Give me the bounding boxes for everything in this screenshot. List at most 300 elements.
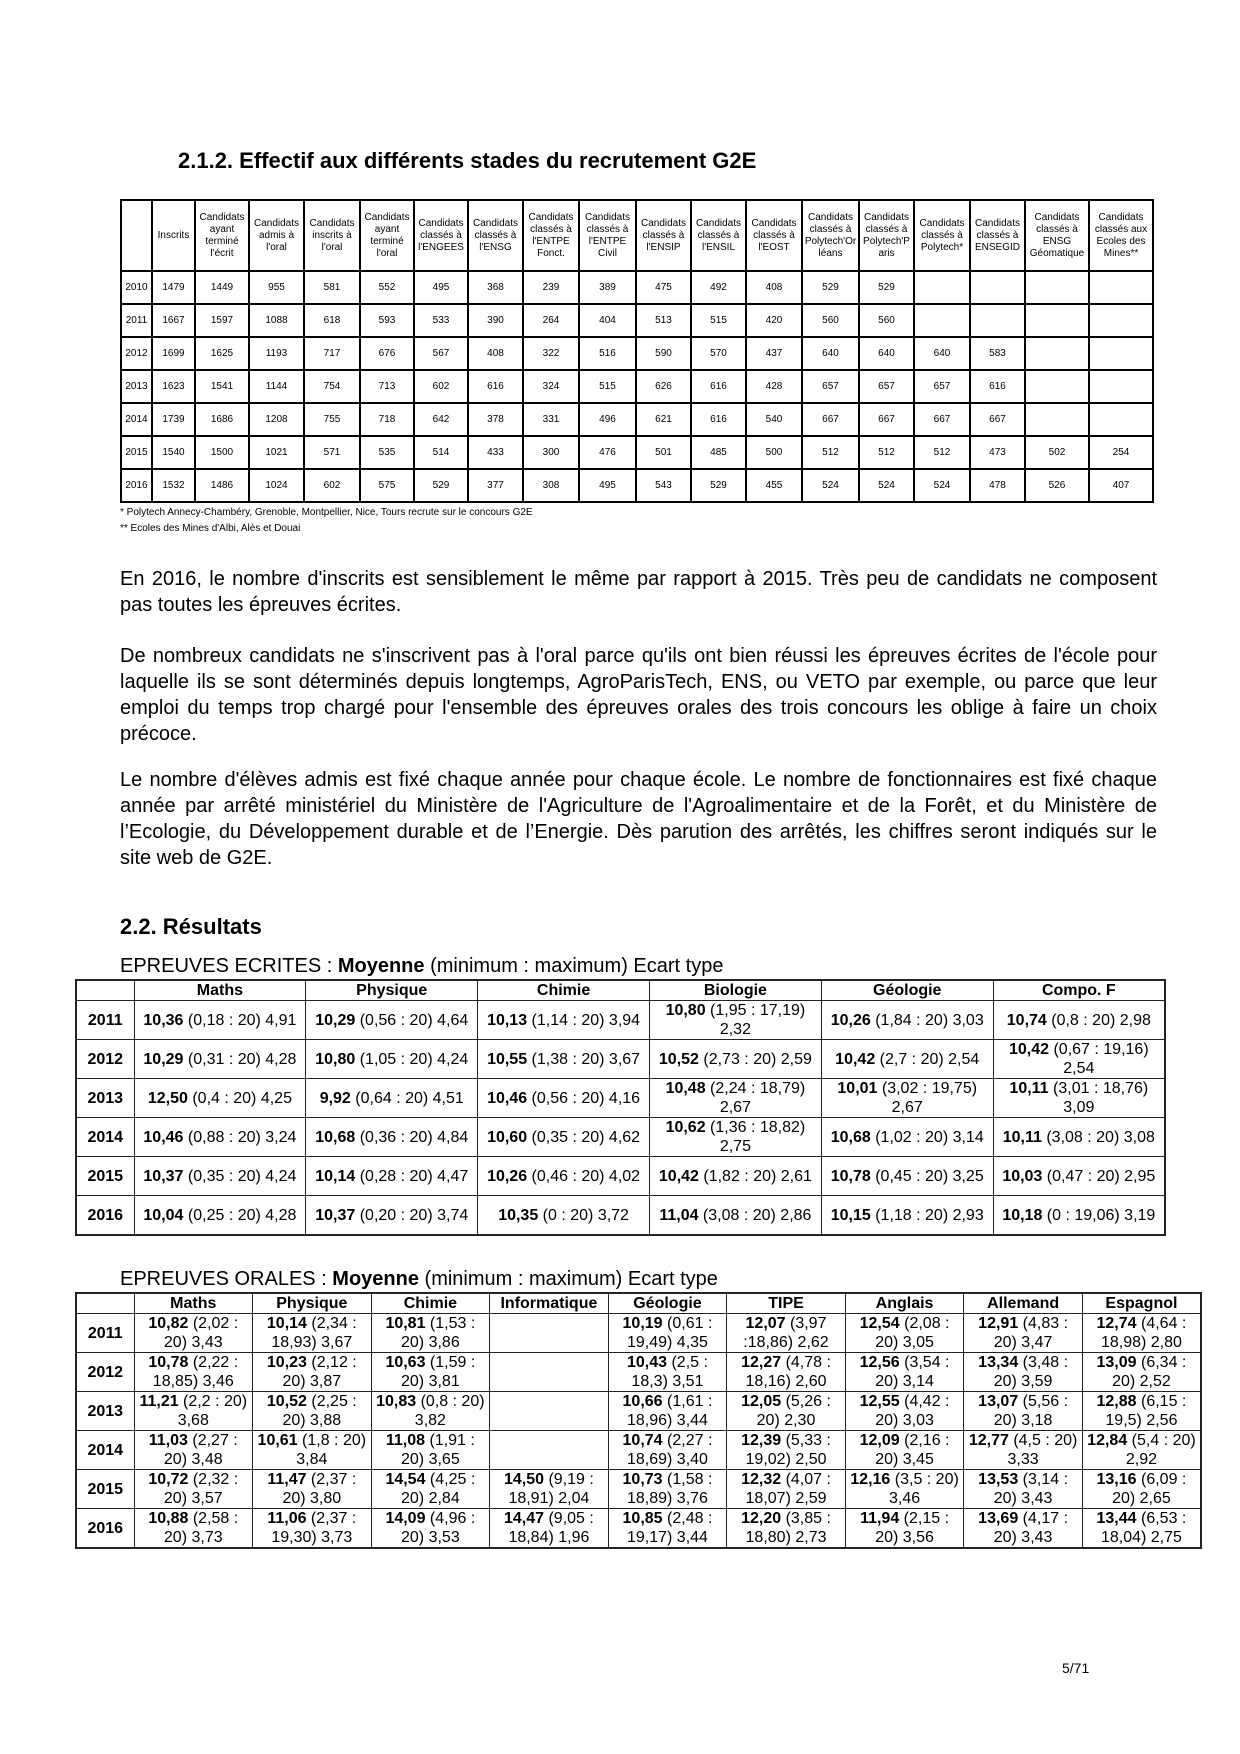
value-cell <box>1025 304 1089 337</box>
result-cell <box>727 1470 846 1509</box>
value-cell: 571 <box>304 436 360 469</box>
range-stddev: (0,31 : 20) 4,28 <box>183 1050 297 1068</box>
range-stddev: (2,37 : 20) 3,80 <box>282 1471 357 1507</box>
column-header: Candidats ayant terminé l'écrit <box>195 200 249 271</box>
result-cell <box>649 1040 821 1079</box>
range-stddev: (0,61 : 19,49) 4,35 <box>626 1315 713 1351</box>
footnote-polytech: * Polytech Annecy-Chambéry, Grenoble, Montpellier, Nice, Tours recrute sur le concours G2E <box>120 507 533 518</box>
range-stddev: (1,61 : 18,96) 3,44 <box>626 1393 713 1429</box>
mean-value: 10,03 <box>1002 1167 1043 1185</box>
year-cell: 2012 <box>76 1040 134 1079</box>
value-cell: 264 <box>523 304 579 337</box>
range-stddev: (2,48 : 19,17) 3,44 <box>626 1510 713 1546</box>
range-stddev: (4,25 : 20) 2,84 <box>401 1471 476 1507</box>
result-cell <box>478 1040 650 1079</box>
column-header: Anglais <box>845 1293 964 1314</box>
range-stddev: (4,83 : 20) 3,47 <box>993 1315 1069 1351</box>
result-cell <box>253 1431 372 1470</box>
result-cell <box>727 1509 846 1549</box>
table-row <box>121 337 1153 370</box>
result-cell <box>253 1314 372 1353</box>
range-stddev: (2,7 : 20) 2,54 <box>875 1050 980 1068</box>
year-cell: 2013 <box>76 1079 134 1118</box>
value-cell: 1540 <box>152 436 195 469</box>
value-cell <box>1025 403 1089 436</box>
recrutement-table <box>120 199 1154 503</box>
value-cell: 1532 <box>152 469 195 502</box>
value-cell: 1208 <box>249 403 304 436</box>
result-cell <box>993 1157 1165 1196</box>
range-stddev: (0,18 : 20) 4,91 <box>183 1011 297 1029</box>
range-stddev: (4,5 : 20) 3,33 <box>1007 1432 1078 1468</box>
value-cell: 955 <box>249 271 304 304</box>
mean-value: 13,53 <box>978 1471 1019 1488</box>
range-stddev: (1,8 : 20) 3,84 <box>296 1432 367 1468</box>
result-cell <box>253 1353 372 1392</box>
table-header-row <box>121 200 1153 271</box>
column-header: Candidats ayant terminé l'oral <box>360 200 414 271</box>
value-cell: 543 <box>636 469 691 502</box>
value-cell: 485 <box>691 436 746 469</box>
result-cell <box>371 1314 490 1353</box>
result-cell <box>608 1509 727 1549</box>
column-header <box>76 980 134 1001</box>
mean-value: 12,32 <box>741 1471 782 1488</box>
range-stddev: (3,5 : 20) 3,46 <box>888 1471 959 1507</box>
range-stddev: (1,05 : 20) 4,24 <box>355 1050 469 1068</box>
value-cell: 1449 <box>195 271 249 304</box>
value-cell <box>1089 403 1153 436</box>
column-header: Candidats inscrits à l'oral <box>304 200 360 271</box>
mean-value: 13,34 <box>978 1354 1019 1371</box>
result-cell <box>134 1196 306 1236</box>
range-stddev: (2,12 : 20) 3,87 <box>282 1354 357 1390</box>
mean-value: 14,50 <box>503 1471 545 1488</box>
range-stddev: (1,59 : 20) 3,81 <box>401 1354 476 1390</box>
value-cell: 590 <box>636 337 691 370</box>
column-header: Biologie <box>649 980 821 1001</box>
value-cell: 602 <box>414 370 468 403</box>
value-cell: 640 <box>802 337 859 370</box>
mean-value: 12,09 <box>859 1432 900 1449</box>
column-header: Candidats classés à l'ENSG <box>468 200 523 271</box>
value-cell: 560 <box>802 304 859 337</box>
result-cell <box>478 1196 650 1236</box>
mean-value: 10,46 <box>487 1089 528 1107</box>
result-cell <box>821 1079 993 1118</box>
year-cell: 2014 <box>76 1431 134 1470</box>
column-header: Géologie <box>608 1293 727 1314</box>
mean-value: 10,74 <box>622 1432 663 1449</box>
value-cell: 492 <box>691 271 746 304</box>
range-stddev: (6,09 : 20) 2,65 <box>1112 1471 1187 1507</box>
mean-value: 10,82 <box>148 1315 189 1332</box>
mean-value: 10,04 <box>143 1206 184 1224</box>
result-cell <box>490 1353 609 1392</box>
result-cell <box>993 1001 1165 1040</box>
value-cell: 1500 <box>195 436 249 469</box>
mean-value: 10,52 <box>266 1393 307 1410</box>
range-stddev: (2,5 : 18,3) 3,51 <box>631 1354 708 1390</box>
value-cell: 529 <box>414 469 468 502</box>
year-cell: 2015 <box>121 436 152 469</box>
mean-value: 12,07 <box>745 1315 786 1332</box>
result-cell <box>1082 1314 1201 1353</box>
mean-value: 10,18 <box>1002 1206 1043 1224</box>
mean-value: 10,78 <box>830 1167 871 1185</box>
mean-value: 10,52 <box>658 1050 699 1068</box>
table-row <box>76 1001 1165 1040</box>
value-cell: 516 <box>579 337 636 370</box>
result-cell <box>1082 1392 1201 1431</box>
mean-value: 13,69 <box>978 1510 1019 1527</box>
value-cell: 524 <box>802 469 859 502</box>
mean-value: 10,55 <box>487 1050 528 1068</box>
result-cell <box>490 1314 609 1353</box>
range-stddev: (3,02 : 19,75) 2,67 <box>877 1080 978 1116</box>
column-header: Géologie <box>821 980 993 1001</box>
footnote-mines: ** Ecoles des Mines d'Albi, Alès et Douai <box>120 523 301 534</box>
column-header: Candidats classés à ENSG Géomatique <box>1025 200 1089 271</box>
value-cell: 616 <box>691 370 746 403</box>
value-cell: 496 <box>579 403 636 436</box>
value-cell: 420 <box>746 304 802 337</box>
value-cell: 1024 <box>249 469 304 502</box>
result-cell <box>821 1001 993 1040</box>
mean-value: 12,16 <box>850 1471 891 1488</box>
value-cell: 495 <box>414 271 468 304</box>
ecrites-caption <box>120 955 723 978</box>
result-cell <box>490 1509 609 1549</box>
mean-value: 10,60 <box>487 1128 528 1146</box>
value-cell: 515 <box>579 370 636 403</box>
result-cell <box>964 1509 1083 1549</box>
value-cell <box>1089 337 1153 370</box>
value-cell: 368 <box>468 271 523 304</box>
result-cell <box>964 1431 1083 1470</box>
column-header <box>121 200 152 271</box>
year-cell: 2013 <box>121 370 152 403</box>
mean-value: 10,01 <box>837 1080 878 1097</box>
result-cell <box>478 1079 650 1118</box>
range-stddev: (0,4 : 20) 4,25 <box>187 1089 292 1107</box>
range-stddev: (2,37 : 19,30) 3,73 <box>271 1510 357 1546</box>
range-stddev: (2,27 : 20) 3,48 <box>163 1432 238 1468</box>
range-stddev: (2,34 : 18,93) 3,67 <box>271 1315 357 1351</box>
result-cell <box>134 1157 306 1196</box>
year-cell: 2016 <box>76 1509 134 1549</box>
range-stddev: (1,95 : 17,19) 2,32 <box>705 1002 806 1038</box>
mean-value: 12,20 <box>741 1510 782 1527</box>
result-cell <box>845 1509 964 1549</box>
mean-value: 10,37 <box>315 1206 356 1224</box>
value-cell: 512 <box>914 436 970 469</box>
result-cell <box>134 1431 253 1470</box>
value-cell: 512 <box>859 436 914 469</box>
value-cell: 667 <box>802 403 859 436</box>
column-header: Chimie <box>478 980 650 1001</box>
range-stddev: (4,42 : 20) 3,03 <box>875 1393 950 1429</box>
mean-value: 10,74 <box>1006 1011 1047 1029</box>
range-stddev: (0,56 : 20) 4,64 <box>355 1011 469 1029</box>
column-header: Candidats classés à l'EOST <box>746 200 802 271</box>
value-cell: 254 <box>1089 436 1153 469</box>
table-row <box>76 1079 1165 1118</box>
column-header: Candidats classés à l'ENGEES <box>414 200 468 271</box>
mean-value: 14,54 <box>385 1471 426 1488</box>
result-cell <box>134 1079 306 1118</box>
result-cell <box>134 1314 253 1353</box>
value-cell: 475 <box>636 271 691 304</box>
column-header: Chimie <box>371 1293 490 1314</box>
mean-value: 11,06 <box>267 1510 307 1527</box>
value-cell: 1739 <box>152 403 195 436</box>
range-stddev: (1,38 : 20) 3,67 <box>527 1050 641 1068</box>
result-cell <box>964 1392 1083 1431</box>
year-cell: 2015 <box>76 1470 134 1509</box>
range-stddev: (1,36 : 18,82) 2,75 <box>705 1119 806 1155</box>
range-stddev: (0,56 : 20) 4,16 <box>527 1089 641 1107</box>
mean-value: 10,68 <box>830 1128 871 1146</box>
column-header: Maths <box>134 1293 253 1314</box>
mean-value: 12,54 <box>859 1315 900 1332</box>
result-cell <box>821 1118 993 1157</box>
result-cell <box>727 1392 846 1431</box>
range-stddev: (0,8 : 20) 3,82 <box>414 1393 485 1429</box>
value-cell: 676 <box>360 337 414 370</box>
result-cell <box>1082 1353 1201 1392</box>
value-cell: 581 <box>304 271 360 304</box>
table-row <box>76 1470 1201 1509</box>
mean-value: 11,21 <box>139 1393 179 1410</box>
value-cell: 239 <box>523 271 579 304</box>
value-cell <box>1089 271 1153 304</box>
result-cell <box>649 1196 821 1236</box>
result-cell <box>608 1470 727 1509</box>
value-cell: 514 <box>414 436 468 469</box>
table-row <box>76 1431 1201 1470</box>
value-cell: 476 <box>579 436 636 469</box>
value-cell: 1699 <box>152 337 195 370</box>
value-cell: 390 <box>468 304 523 337</box>
value-cell: 529 <box>802 271 859 304</box>
range-stddev: (3,48 : 20) 3,59 <box>993 1354 1069 1390</box>
mean-value: 10,11 <box>1002 1128 1042 1146</box>
value-cell: 1193 <box>249 337 304 370</box>
value-cell: 570 <box>691 337 746 370</box>
mean-value: 12,77 <box>968 1432 1009 1449</box>
range-stddev: (0 : 20) 3,72 <box>538 1206 629 1224</box>
result-cell <box>478 1001 650 1040</box>
year-cell: 2011 <box>121 304 152 337</box>
value-cell: 495 <box>579 469 636 502</box>
epreuves-orales-table <box>75 1292 1202 1549</box>
range-stddev: (5,33 : 19,02) 2,50 <box>745 1432 831 1468</box>
result-cell <box>134 1509 253 1549</box>
value-cell: 331 <box>523 403 579 436</box>
value-cell: 616 <box>970 370 1025 403</box>
range-stddev: (0,8 : 20) 2,98 <box>1046 1011 1151 1029</box>
result-cell <box>964 1353 1083 1392</box>
value-cell: 524 <box>914 469 970 502</box>
mean-value: 12,05 <box>741 1393 782 1410</box>
year-cell: 2010 <box>121 271 152 304</box>
value-cell: 640 <box>859 337 914 370</box>
mean-value: 10,46 <box>143 1128 184 1146</box>
range-stddev: (2,25 : 20) 3,88 <box>282 1393 357 1429</box>
range-stddev: (1,18 : 20) 2,93 <box>870 1206 984 1224</box>
range-stddev: (3,54 : 20) 3,14 <box>875 1354 950 1390</box>
value-cell: 478 <box>970 469 1025 502</box>
value-cell: 500 <box>746 436 802 469</box>
result-cell <box>134 1353 253 1392</box>
range-stddev: (4,17 : 20) 3,43 <box>993 1510 1069 1546</box>
result-cell <box>821 1040 993 1079</box>
paragraph-admis: Le nombre d'élèves admis est fixé chaque année pour chaque école. Le nombre de fonctionnaires est fixé chaque année par arrêté ministériel du Ministère de l'Agriculture de l'Agroalimentaire et de la Forêt, et du Ministère de l’Ecologie, du Développement durable et de l’Energie. Dès parution des arrêtés, les chiffres seront indiqués sur le site web de G2E. <box>120 769 1157 869</box>
mean-value: 10,13 <box>487 1011 528 1029</box>
result-cell <box>727 1314 846 1353</box>
range-stddev: (1,02 : 20) 3,14 <box>870 1128 984 1146</box>
table-row <box>76 1040 1165 1079</box>
range-stddev: (0 : 19,06) 3,19 <box>1042 1206 1156 1224</box>
value-cell: 455 <box>746 469 802 502</box>
result-cell <box>649 1157 821 1196</box>
value-cell: 583 <box>970 337 1025 370</box>
value-cell: 324 <box>523 370 579 403</box>
mean-value: 10,80 <box>665 1002 706 1019</box>
range-stddev: (0,36 : 20) 4,84 <box>355 1128 469 1146</box>
mean-value: 12,55 <box>859 1393 900 1410</box>
mean-value: 10,66 <box>622 1393 663 1410</box>
value-cell: 642 <box>414 403 468 436</box>
value-cell: 618 <box>304 304 360 337</box>
value-cell: 755 <box>304 403 360 436</box>
year-cell: 2014 <box>121 403 152 436</box>
value-cell: 524 <box>859 469 914 502</box>
value-cell: 515 <box>691 304 746 337</box>
value-cell: 473 <box>970 436 1025 469</box>
value-cell: 535 <box>360 436 414 469</box>
result-cell <box>490 1431 609 1470</box>
mean-value: 10,85 <box>622 1510 663 1527</box>
year-cell: 2014 <box>76 1118 134 1157</box>
value-cell: 667 <box>914 403 970 436</box>
value-cell: 529 <box>859 271 914 304</box>
mean-value: 13,09 <box>1096 1354 1137 1371</box>
table-row <box>121 469 1153 502</box>
range-stddev: (3,08 : 20) 3,08 <box>1041 1128 1155 1146</box>
range-stddev: (1,84 : 20) 3,03 <box>870 1011 984 1029</box>
mean-value: 10,26 <box>487 1167 528 1185</box>
value-cell: 408 <box>468 337 523 370</box>
table-row <box>76 1118 1165 1157</box>
value-cell: 575 <box>360 469 414 502</box>
result-cell <box>845 1431 964 1470</box>
result-cell <box>649 1118 821 1157</box>
column-header: Informatique <box>490 1293 609 1314</box>
result-cell <box>1082 1431 1201 1470</box>
year-cell: 2011 <box>76 1001 134 1040</box>
value-cell: 1541 <box>195 370 249 403</box>
value-cell: 512 <box>802 436 859 469</box>
value-cell: 640 <box>914 337 970 370</box>
range-stddev: (2,2 : 20) 3,68 <box>177 1393 248 1429</box>
year-cell: 2015 <box>76 1157 134 1196</box>
range-stddev: (0,88 : 20) 3,24 <box>183 1128 297 1146</box>
range-stddev: (4,64 : 18,98) 2,80 <box>1100 1315 1187 1351</box>
value-cell: 529 <box>691 469 746 502</box>
result-cell <box>253 1509 372 1549</box>
result-cell <box>608 1431 727 1470</box>
result-cell <box>727 1353 846 1392</box>
mean-value: 11,04 <box>659 1206 699 1224</box>
range-stddev: (3,97 :18,86) 2,62 <box>743 1315 829 1351</box>
result-cell <box>993 1196 1165 1236</box>
range-stddev: (3,01 : 18,76) 3,09 <box>1048 1080 1149 1116</box>
range-stddev: (4,96 : 20) 3,53 <box>401 1510 476 1546</box>
value-cell: 1088 <box>249 304 304 337</box>
mean-value: 14,09 <box>385 1510 426 1527</box>
range-stddev: (0,46 : 20) 4,02 <box>527 1167 641 1185</box>
mean-value: 10,88 <box>148 1510 189 1527</box>
column-header: Candidats classés à l'ENTPE Fonct. <box>523 200 579 271</box>
column-header: Candidats classés à Polytech* <box>914 200 970 271</box>
result-cell <box>306 1157 478 1196</box>
range-stddev: (0,47 : 20) 2,95 <box>1042 1167 1156 1185</box>
column-header: Maths <box>134 980 306 1001</box>
value-cell: 754 <box>304 370 360 403</box>
result-cell <box>608 1353 727 1392</box>
mean-value: 10,68 <box>315 1128 356 1146</box>
caption-suffix: (minimum : maximum) Ecart type <box>424 955 724 977</box>
result-cell <box>845 1470 964 1509</box>
value-cell: 560 <box>859 304 914 337</box>
range-stddev: (2,02 : 20) 3,43 <box>163 1315 239 1351</box>
mean-value: 10,42 <box>1008 1041 1050 1058</box>
table-row <box>121 271 1153 304</box>
mean-value: 10,83 <box>376 1393 417 1410</box>
caption-prefix: EPREUVES ORALES : <box>120 1268 333 1290</box>
table-row <box>76 1392 1201 1431</box>
range-stddev: (2,73 : 20) 2,59 <box>698 1050 812 1068</box>
value-cell: 540 <box>746 403 802 436</box>
column-header: Espagnol <box>1082 1293 1201 1314</box>
range-stddev: (2,16 : 20) 3,45 <box>875 1432 950 1468</box>
column-header: Candidats classés à ENSEGID <box>970 200 1025 271</box>
column-header: Candidats classés à Polytech'Paris <box>859 200 914 271</box>
paragraph-inscrits: En 2016, le nombre d'inscrits est sensiblement le même par rapport à 2015. Très peu de candidats ne composent pas toutes les épreuves écrites. <box>120 568 1157 616</box>
value-cell: 626 <box>636 370 691 403</box>
column-header: TIPE <box>727 1293 846 1314</box>
mean-value: 14,47 <box>503 1510 545 1527</box>
result-cell <box>134 1118 306 1157</box>
value-cell <box>1089 304 1153 337</box>
range-stddev: (2,15 : 20) 3,56 <box>875 1510 950 1546</box>
mean-value: 13,44 <box>1096 1510 1137 1527</box>
value-cell <box>1089 370 1153 403</box>
value-cell: 1144 <box>249 370 304 403</box>
mean-value: 12,50 <box>147 1089 188 1107</box>
range-stddev: (1,91 : 20) 3,65 <box>401 1432 475 1468</box>
results-title: 2.2. Résultats <box>120 914 262 939</box>
result-cell <box>306 1196 478 1236</box>
range-stddev: (2,58 : 20) 3,73 <box>163 1510 239 1546</box>
range-stddev: (1,53 : 20) 3,86 <box>401 1315 476 1351</box>
column-header: Physique <box>253 1293 372 1314</box>
value-cell: 621 <box>636 403 691 436</box>
result-cell <box>964 1314 1083 1353</box>
range-stddev: (0,25 : 20) 4,28 <box>183 1206 297 1224</box>
